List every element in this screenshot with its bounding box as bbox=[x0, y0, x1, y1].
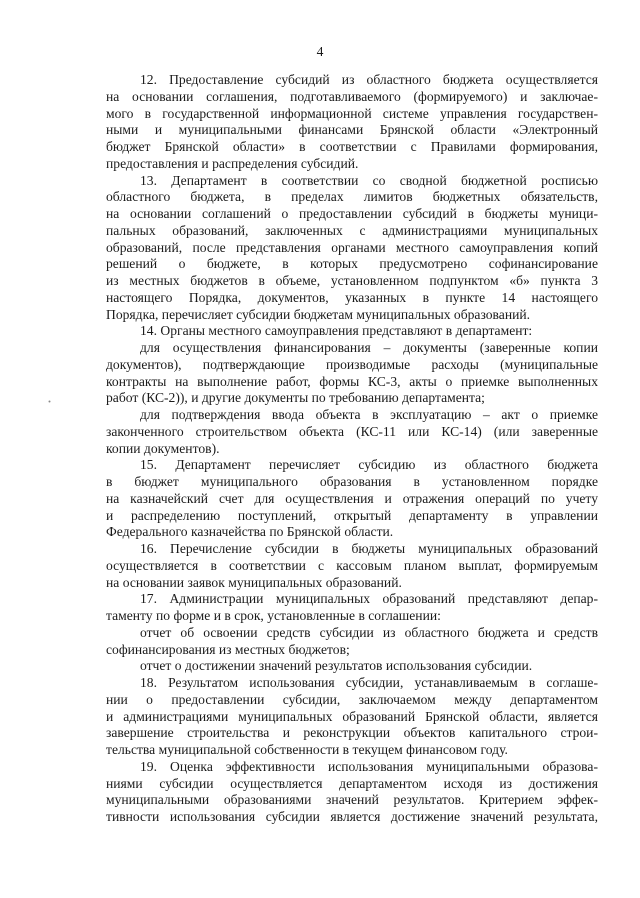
text-line: софинансирования из местных бюджетов; bbox=[106, 641, 350, 657]
text-line: и администрациями муниципальных образований Брянской области, является bbox=[106, 708, 598, 724]
text-line: отчет об освоении средств субсидии из областного бюджета и средств bbox=[140, 624, 598, 640]
text-line: муниципальными образованиями значений результатов. Критерием эффек- bbox=[106, 792, 598, 808]
text-line: предоставления и распределения субсидий. bbox=[106, 155, 359, 171]
text-line: настоящего Порядка, документов, указанных в пункте 14 настоящего bbox=[106, 289, 598, 305]
text-line: завершение строительства и реконструкции объектов капитального строи- bbox=[106, 725, 598, 741]
text-line: и распределению поступлений, открытый департаменту в управлении bbox=[106, 507, 598, 523]
text-line: работ (КС-2)), и другие документы по требованию департамента; bbox=[106, 390, 485, 406]
text-line: для осуществления финансирования – документы (заверенные копии bbox=[140, 340, 598, 355]
text-line: бюджет Брянской области» в соответствии с Правилами формирования, bbox=[106, 139, 598, 154]
text-line: тельства муниципальной собственности в текущем финансовом году. bbox=[106, 742, 508, 757]
text-line: законченного строительством объекта (КС-11 или КС-14) (или заверенные bbox=[106, 423, 598, 439]
text-line: на казначейский счет для осуществления и отражения операций по учету bbox=[106, 490, 598, 506]
text-line: из местных бюджетов в объеме, установленном подпунктом «б» пункта 3 bbox=[106, 273, 598, 288]
text-line: осуществляется в соответствии с кассовым планом выплат, формируемым bbox=[106, 557, 598, 573]
text-line: на основании заявок муниципальных образований. bbox=[106, 574, 402, 590]
text-line: 12. Предоставление субсидий из областного бюджета осуществляется bbox=[140, 72, 598, 87]
text-line: на основании соглашений о предоставлении субсидий в бюджеты муници- bbox=[106, 206, 598, 221]
text-line: 15. Департамент перечисляет субсидию из областного бюджета bbox=[140, 457, 598, 473]
text-line: образований, после представления органами местного самоуправления копий bbox=[106, 239, 598, 255]
text-line: 14. Органы местного самоуправления представляют в департамент: bbox=[140, 323, 533, 339]
text-line: контракты на выполнение работ, формы КС-3, акты о приемке выполненных bbox=[106, 373, 598, 389]
text-line: Порядка, перечисляет субсидии бюджетам муниципальных образований. bbox=[106, 306, 531, 322]
text-line: копии документов). bbox=[106, 440, 220, 456]
text-line: 16. Перечисление субсидии в бюджеты муниципальных образований bbox=[140, 541, 598, 556]
text-line: таменту по форме и в срок, установленные в соглашении: bbox=[106, 608, 441, 623]
text-line: на основании соглашения, подготавливаемого (формируемого) и заключае- bbox=[106, 88, 598, 104]
text-line: областного бюджета, в пределах лимитов бюджетных обязательств, bbox=[106, 189, 598, 205]
text-line: тивности использования субсидии является достижение значений результата, bbox=[106, 809, 598, 824]
text-line: в бюджет муниципального образования в установленном порядке bbox=[106, 474, 598, 489]
text-line: мого в государственной информационной системе управления государствен- bbox=[106, 105, 598, 121]
page-number: 4 bbox=[316, 44, 324, 59]
scan-speck bbox=[48, 400, 51, 403]
text-line: ными и муниципальными финансами Брянской области «Электронный bbox=[106, 122, 598, 138]
text-line: 19. Оценка эффективности использования муниципальными образова- bbox=[140, 758, 598, 774]
text-line: отчет о достижении значений результатов использования субсидии. bbox=[140, 658, 533, 674]
text-line: Федерального казначейства по Брянской области. bbox=[106, 524, 394, 540]
text-line: решений о бюджете, в которых предусмотрено софинансирование bbox=[106, 256, 598, 272]
text-line: 13. Департамент в соответствии со сводной бюджетной росписью bbox=[140, 172, 598, 188]
text-line: ниями субсидии осуществляется департаментом исходя из достижения bbox=[106, 775, 598, 791]
text-line: нии о предоставлении субсидии, заключаемом между департаментом bbox=[106, 691, 598, 707]
text-line: документов), подтверждающие производимые расходы (муниципальные bbox=[106, 356, 598, 372]
text-line: 18. Результатом использования субсидии, устанавливаемым в соглаше- bbox=[140, 675, 598, 690]
text-line: 17. Администрации муниципальных образований представляют депар- bbox=[140, 591, 598, 607]
text-line: для подтверждения ввода объекта в эксплуатацию – акт о приемке bbox=[140, 407, 598, 422]
text-line: пальных образований, заключенных с администрациями муниципальных bbox=[106, 222, 598, 238]
